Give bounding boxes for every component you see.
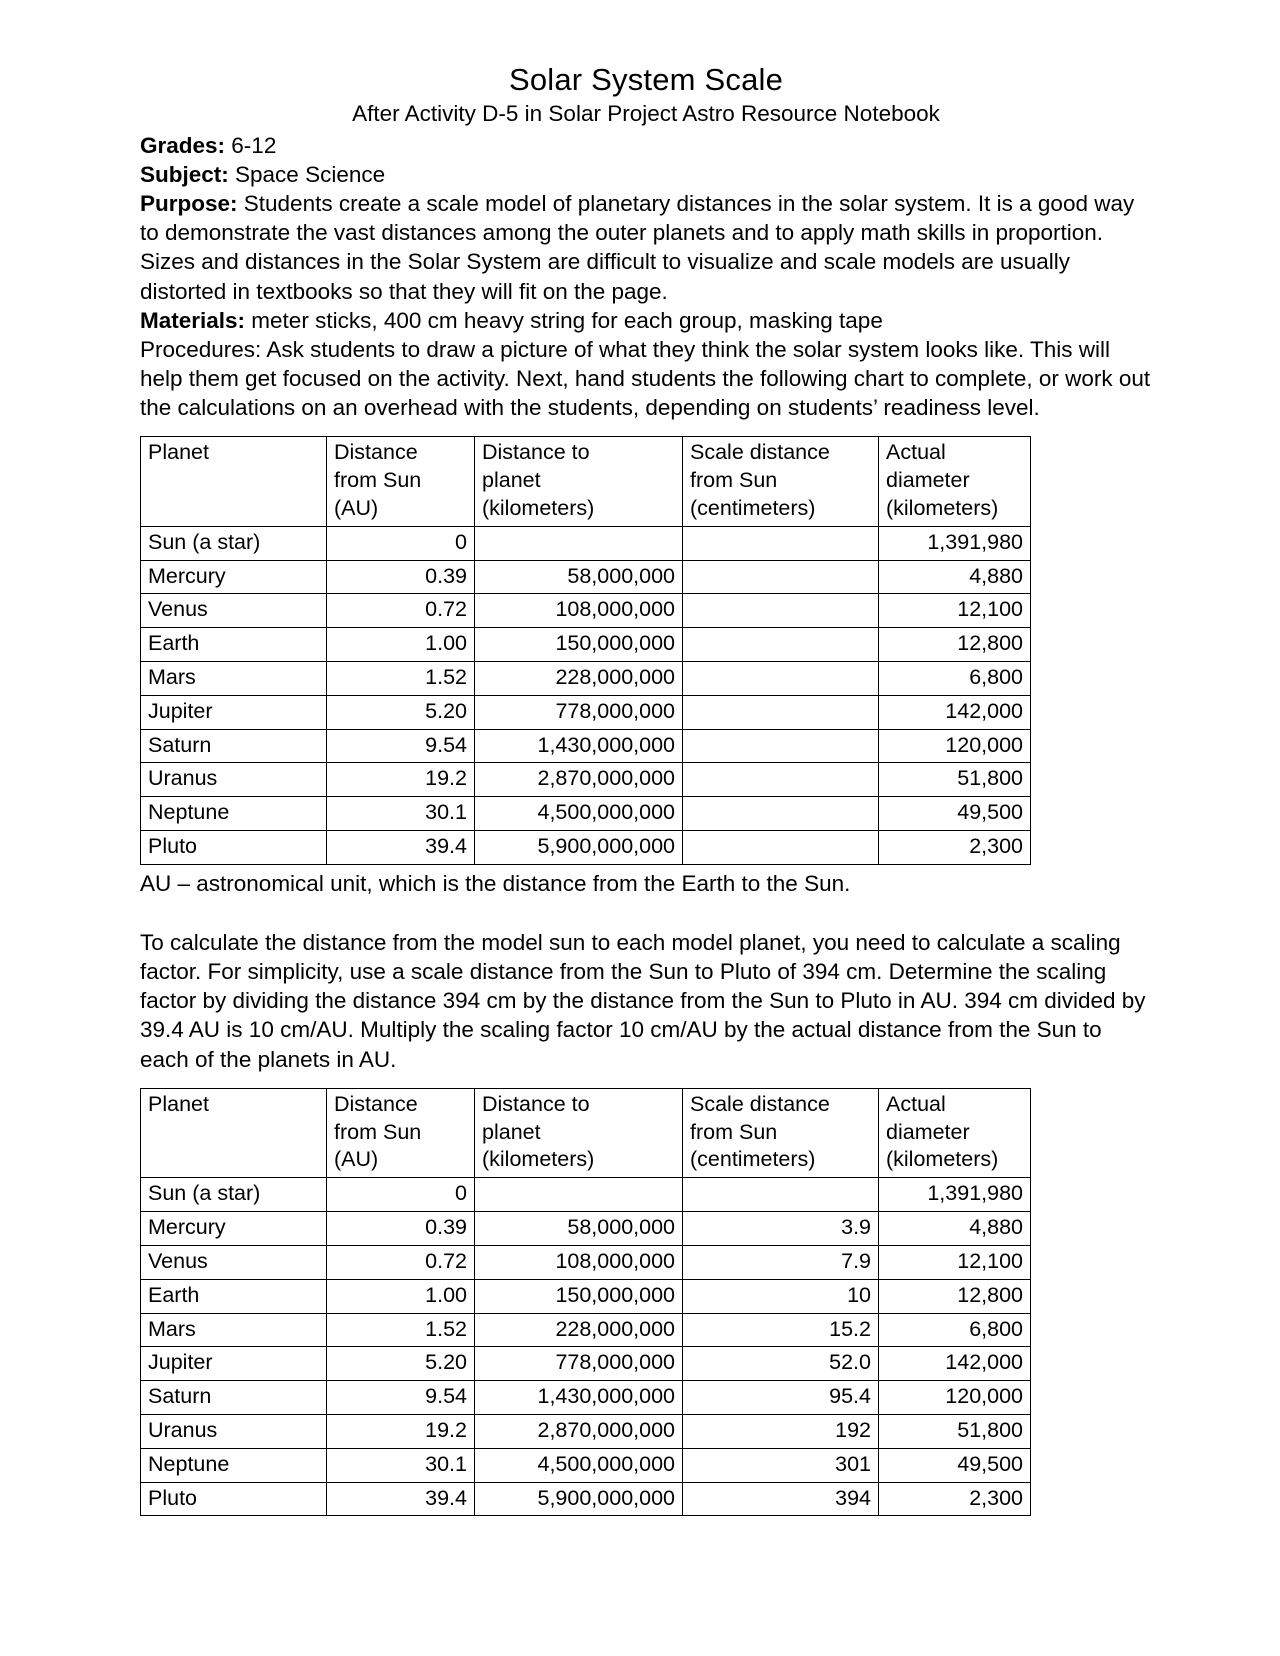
cell-distance-au: 30.1 <box>327 1448 475 1482</box>
cell-diameter-km: 6,800 <box>879 1313 1031 1347</box>
cell-diameter-km: 49,500 <box>879 797 1031 831</box>
cell-distance-au: 0.39 <box>327 1212 475 1246</box>
cell-distance-km: 150,000,000 <box>475 1279 683 1313</box>
cell-distance-au: 0 <box>327 526 475 560</box>
cell-planet: Venus <box>141 1245 327 1279</box>
cell-distance-km: 1,430,000,000 <box>475 729 683 763</box>
table-row <box>141 1279 1031 1313</box>
cell-distance-au: 9.54 <box>327 1381 475 1415</box>
cell-planet: Venus <box>141 594 327 628</box>
cell-distance-km: 228,000,000 <box>475 662 683 696</box>
cell-planet: Neptune <box>141 797 327 831</box>
cell-distance-km: 58,000,000 <box>475 1212 683 1246</box>
cell-scale-cm <box>683 797 879 831</box>
table-row <box>141 1448 1031 1482</box>
grades-value: 6-12 <box>225 132 277 158</box>
header-planet: Planet <box>141 1088 327 1177</box>
cell-diameter-km: 2,300 <box>879 831 1031 865</box>
cell-scale-cm <box>683 831 879 865</box>
cell-distance-au: 5.20 <box>327 695 475 729</box>
cell-distance-au: 9.54 <box>327 729 475 763</box>
cell-diameter-km: 120,000 <box>879 729 1031 763</box>
header-distance-au: Distance from Sun (AU) <box>327 1088 475 1177</box>
cell-distance-km <box>475 526 683 560</box>
cell-distance-au: 0.72 <box>327 594 475 628</box>
cell-scale-cm: 10 <box>683 1279 879 1313</box>
cell-scale-cm <box>683 526 879 560</box>
cell-diameter-km: 1,391,980 <box>879 1178 1031 1212</box>
table-row <box>141 594 1031 628</box>
cell-planet: Pluto <box>141 1482 327 1516</box>
table-row <box>141 1482 1031 1516</box>
cell-distance-au: 0 <box>327 1178 475 1212</box>
table-row <box>141 695 1031 729</box>
cell-distance-km: 4,500,000,000 <box>475 797 683 831</box>
table-row <box>141 662 1031 696</box>
table-row <box>141 797 1031 831</box>
cell-diameter-km: 51,800 <box>879 763 1031 797</box>
cell-distance-au: 19.2 <box>327 1415 475 1449</box>
table-body-filled <box>141 1178 1031 1516</box>
table-header-row <box>141 1088 1031 1177</box>
cell-distance-km: 108,000,000 <box>475 594 683 628</box>
cell-diameter-km: 142,000 <box>879 695 1031 729</box>
cell-planet: Sun (a star) <box>141 526 327 560</box>
header-scale-cm: Scale distance from Sun (centimeters) <box>683 1088 879 1177</box>
cell-diameter-km: 120,000 <box>879 1381 1031 1415</box>
table-row <box>141 1415 1031 1449</box>
scaling-paragraph: To calculate the distance from the model sun to each model planet, you need to calculate a scaling factor. For simplicity, use a scale distance from the Sun to Pluto of 394 cm. Determine the scaling factor by dividing the distance 394 cm by the distance from the Sun to Pluto in AU. 394 cm divided by 39.4 AU is 10 cm/AU. Multiply the scaling factor 10 cm/AU by the actual distance from the Sun to each of the planets in AU. <box>140 930 1146 1072</box>
header-distance-km: Distance to planet (kilometers) <box>475 1088 683 1177</box>
cell-distance-au: 39.4 <box>327 1482 475 1516</box>
cell-distance-au: 0.72 <box>327 1245 475 1279</box>
cell-distance-km: 228,000,000 <box>475 1313 683 1347</box>
grades-line <box>140 131 1152 160</box>
cell-diameter-km: 12,100 <box>879 1245 1031 1279</box>
header-planet: Planet <box>141 437 327 526</box>
cell-diameter-km: 6,800 <box>879 662 1031 696</box>
cell-distance-km: 778,000,000 <box>475 1347 683 1381</box>
cell-planet: Uranus <box>141 1415 327 1449</box>
cell-scale-cm: 7.9 <box>683 1245 879 1279</box>
cell-scale-cm <box>683 763 879 797</box>
cell-planet: Jupiter <box>141 1347 327 1381</box>
cell-scale-cm: 192 <box>683 1415 879 1449</box>
table-row <box>141 831 1031 865</box>
cell-planet: Sun (a star) <box>141 1178 327 1212</box>
header-diameter-km: Actual diameter (kilometers) <box>879 1088 1031 1177</box>
cell-distance-km: 5,900,000,000 <box>475 831 683 865</box>
subject-value: Space Science <box>228 162 386 188</box>
cell-diameter-km: 49,500 <box>879 1448 1031 1482</box>
table-row <box>141 1347 1031 1381</box>
table-row <box>141 1178 1031 1212</box>
cell-scale-cm: 301 <box>683 1448 879 1482</box>
purpose-paragraph <box>140 189 1152 306</box>
cell-scale-cm <box>683 628 879 662</box>
header-diameter-km: Actual diameter (kilometers) <box>879 437 1031 526</box>
cell-scale-cm <box>683 594 879 628</box>
table-body-blank <box>141 526 1031 864</box>
cell-distance-au: 19.2 <box>327 763 475 797</box>
table-header-row <box>141 437 1031 526</box>
cell-distance-au: 1.00 <box>327 628 475 662</box>
cell-scale-cm: 52.0 <box>683 1347 879 1381</box>
cell-planet: Earth <box>141 628 327 662</box>
header-distance-km: Distance to planet (kilometers) <box>475 437 683 526</box>
table-row <box>141 1245 1031 1279</box>
cell-distance-km: 5,900,000,000 <box>475 1482 683 1516</box>
cell-planet: Jupiter <box>141 695 327 729</box>
cell-scale-cm <box>683 695 879 729</box>
grades-label: Grades: <box>140 132 226 158</box>
cell-distance-km: 2,870,000,000 <box>475 1415 683 1449</box>
purpose-label: Purpose: <box>140 191 238 217</box>
materials-value: meter sticks, 400 cm heavy string for each group, masking tape <box>245 307 883 333</box>
cell-planet: Mars <box>141 1313 327 1347</box>
cell-distance-km: 58,000,000 <box>475 560 683 594</box>
cell-distance-km: 2,870,000,000 <box>475 763 683 797</box>
table-row <box>141 1313 1031 1347</box>
cell-distance-km: 778,000,000 <box>475 695 683 729</box>
cell-scale-cm <box>683 560 879 594</box>
cell-planet: Uranus <box>141 763 327 797</box>
cell-scale-cm <box>683 1178 879 1212</box>
cell-distance-au: 1.52 <box>327 662 475 696</box>
table-row <box>141 729 1031 763</box>
subject-line <box>140 160 1152 189</box>
cell-distance-km: 1,430,000,000 <box>475 1381 683 1415</box>
planet-table-filled <box>140 1088 1031 1517</box>
cell-scale-cm: 15.2 <box>683 1313 879 1347</box>
cell-diameter-km: 12,100 <box>879 594 1031 628</box>
cell-distance-au: 39.4 <box>327 831 475 865</box>
cell-distance-km <box>475 1178 683 1212</box>
header-scale-cm: Scale distance from Sun (centimeters) <box>683 437 879 526</box>
cell-scale-cm: 95.4 <box>683 1381 879 1415</box>
table-row <box>141 526 1031 560</box>
cell-distance-au: 5.20 <box>327 1347 475 1381</box>
cell-scale-cm <box>683 729 879 763</box>
page-title: Solar System Scale <box>508 62 784 97</box>
cell-planet: Neptune <box>141 1448 327 1482</box>
table-row <box>141 1212 1031 1246</box>
materials-label: Materials: <box>140 307 246 333</box>
cell-diameter-km: 51,800 <box>879 1415 1031 1449</box>
planet-table-blank <box>140 436 1031 865</box>
cell-diameter-km: 12,800 <box>879 628 1031 662</box>
cell-planet: Mercury <box>141 1212 327 1246</box>
cell-distance-km: 4,500,000,000 <box>475 1448 683 1482</box>
cell-planet: Pluto <box>141 831 327 865</box>
cell-diameter-km: 2,300 <box>879 1482 1031 1516</box>
cell-planet: Saturn <box>141 729 327 763</box>
table-row <box>141 1381 1031 1415</box>
table-row <box>141 628 1031 662</box>
materials-line <box>140 306 1152 335</box>
procedures-paragraph: Procedures: Ask students to draw a picture of what they think the solar system looks like. This will help them get focused on the activity. Next, hand students the following chart to complete, or work out the calculations on an overhead with the students, depending on students’ readiness level. <box>140 336 1151 421</box>
page-subtitle: After Activity D-5 in Solar Project Astro Resource Notebook <box>352 100 940 126</box>
cell-scale-cm: 3.9 <box>683 1212 879 1246</box>
cell-distance-km: 108,000,000 <box>475 1245 683 1279</box>
cell-scale-cm <box>683 662 879 696</box>
cell-planet: Earth <box>141 1279 327 1313</box>
cell-diameter-km: 4,880 <box>879 1212 1031 1246</box>
cell-diameter-km: 4,880 <box>879 560 1031 594</box>
cell-distance-au: 30.1 <box>327 797 475 831</box>
subject-label: Subject: <box>140 162 229 188</box>
cell-distance-au: 0.39 <box>327 560 475 594</box>
cell-diameter-km: 142,000 <box>879 1347 1031 1381</box>
cell-diameter-km: 12,800 <box>879 1279 1031 1313</box>
cell-planet: Mercury <box>141 560 327 594</box>
cell-planet: Mars <box>141 662 327 696</box>
cell-planet: Saturn <box>141 1381 327 1415</box>
table-row <box>141 763 1031 797</box>
purpose-value: Students create a scale model of planetary distances in the solar system. It is a good way to demonstrate the vast distances among the outer planets and to apply math skills in proportion. Sizes and distances in the Solar System are difficult to visualize and scale models are usually distorted in textbooks so that they will fit on the page. <box>140 191 1135 304</box>
table-row <box>141 560 1031 594</box>
cell-distance-au: 1.00 <box>327 1279 475 1313</box>
header-distance-au: Distance from Sun (AU) <box>327 437 475 526</box>
cell-distance-au: 1.52 <box>327 1313 475 1347</box>
cell-distance-km: 150,000,000 <box>475 628 683 662</box>
cell-diameter-km: 1,391,980 <box>879 526 1031 560</box>
au-note: AU – astronomical unit, which is the distance from the Earth to the Sun. <box>140 870 851 896</box>
cell-scale-cm: 394 <box>683 1482 879 1516</box>
